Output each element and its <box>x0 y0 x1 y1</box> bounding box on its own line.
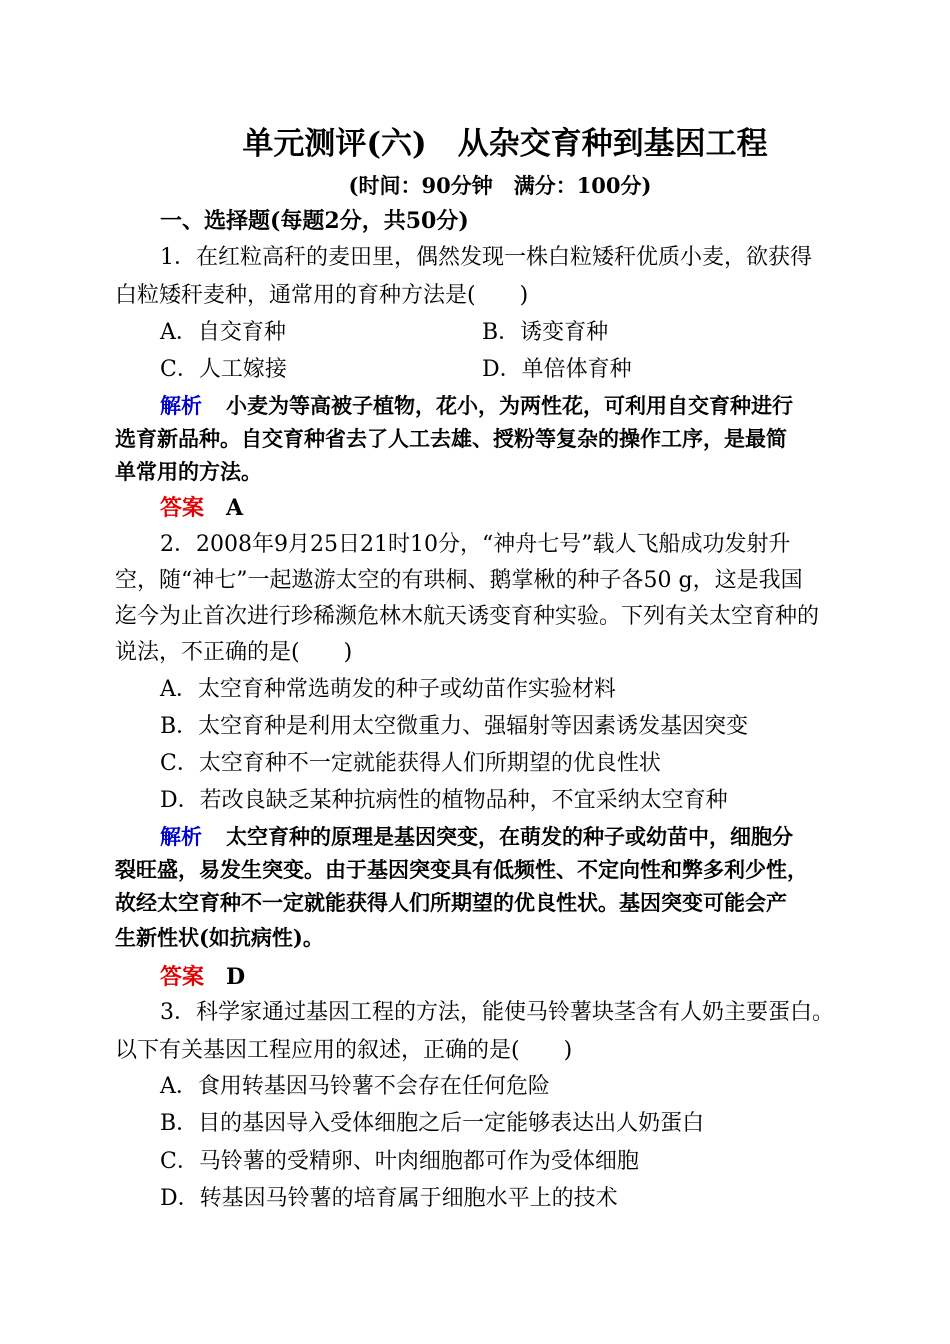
question-1-answer <box>160 493 900 524</box>
question-2-option-a: A．太空育种常选萌发的种子或幼苗作实验材料 <box>160 677 616 702</box>
answer-value: A <box>226 495 244 521</box>
question-1-analysis-line-3: 单常用的方法。 <box>115 459 262 484</box>
answer-label: 答案 <box>160 495 205 521</box>
question-2-stem-line-4: 说法，不正确的是( ) <box>115 640 353 665</box>
question-1-analysis-line-2: 选育新品种。自交育种省去了人工去雄、授粉等复杂的操作工序，是最简 <box>115 426 787 451</box>
analysis-label: 解析 <box>160 824 202 849</box>
question-3-option-d: D．转基因马铃薯的培育属于细胞水平上的技术 <box>160 1186 618 1211</box>
question-1-option-b: B．诱变育种 <box>482 320 609 345</box>
question-1-stem-line-2: 白粒矮秆麦种，通常用的育种方法是( ) <box>115 283 529 308</box>
question-2-analysis-line-1 <box>160 822 900 852</box>
question-2-option-c: C．太空育种不一定就能获得人们所期望的优良性状 <box>160 751 661 776</box>
question-1-option-a: A．自交育种 <box>160 320 286 345</box>
analysis-text: 太空育种的原理是基因突变，在萌发的种子或幼苗中，细胞分 <box>226 824 793 849</box>
question-3-option-a: A．食用转基因马铃薯不会存在任何危险 <box>160 1074 550 1099</box>
analysis-text: 小麦为等高被子植物，花小，为两性花，可利用自交育种进行 <box>226 393 793 418</box>
question-2-analysis-line-3: 故经太空育种不一定就能获得人们所期望的优良性状。基因突变可能会产 <box>115 890 787 915</box>
answer-label: 答案 <box>160 964 205 990</box>
question-1-stem-line-1: 1．在红粒高秆的麦田里，偶然发现一株白粒矮秆优质小麦，欲获得 <box>160 245 812 270</box>
answer-value: D <box>226 964 246 990</box>
question-2-analysis-line-4: 生新性状(如抗病性)。 <box>115 925 324 950</box>
question-1-analysis-line-1 <box>160 391 900 421</box>
question-1-option-c: C．人工嫁接 <box>160 357 287 382</box>
question-2-answer <box>160 962 900 993</box>
page-title: 单元测评(六) 从杂交育种到基因工程 <box>242 126 768 162</box>
question-2-option-d: D．若改良缺乏某种抗病性的植物品种，不宜采纳太空育种 <box>160 788 728 813</box>
question-3-stem-line-2: 以下有关基因工程应用的叙述，正确的是( ) <box>115 1038 573 1063</box>
question-3-option-b: B．目的基因导入受体细胞之后一定能够表达出人奶蛋白 <box>160 1111 705 1136</box>
exam-info: (时间：90分钟 满分：100分) <box>348 173 652 198</box>
question-2-option-b: B．太空育种是利用太空微重力、强辐射等因素诱发基因突变 <box>160 714 749 739</box>
question-2-analysis-line-2: 裂旺盛，易发生突变。由于基因突变具有低频性、不定向性和弊多利少性， <box>115 857 808 882</box>
question-2-stem-line-1: 2．2008年9月25日21时10分，“神舟七号”载人飞船成功发射升 <box>160 532 791 557</box>
section-heading: 一、选择题(每题2分，共50分) <box>160 208 469 234</box>
question-3-option-c: C．马铃薯的受精卵、叶肉细胞都可作为受体细胞 <box>160 1149 639 1174</box>
question-3-stem-line-1: 3．科学家通过基因工程的方法，能使马铃薯块茎含有人奶主要蛋白。 <box>160 1000 834 1025</box>
analysis-label: 解析 <box>160 393 202 418</box>
question-1-option-d: D．单倍体育种 <box>482 357 632 382</box>
question-2-stem-line-3: 迄今为止首次进行珍稀濒危林木航天诱变育种实验。下列有关太空育种的 <box>115 604 820 629</box>
question-2-stem-line-2: 空，随“神七”一起遨游太空的有珙桐、鹅掌楸的种子各50 g，这是我国 <box>115 568 803 593</box>
